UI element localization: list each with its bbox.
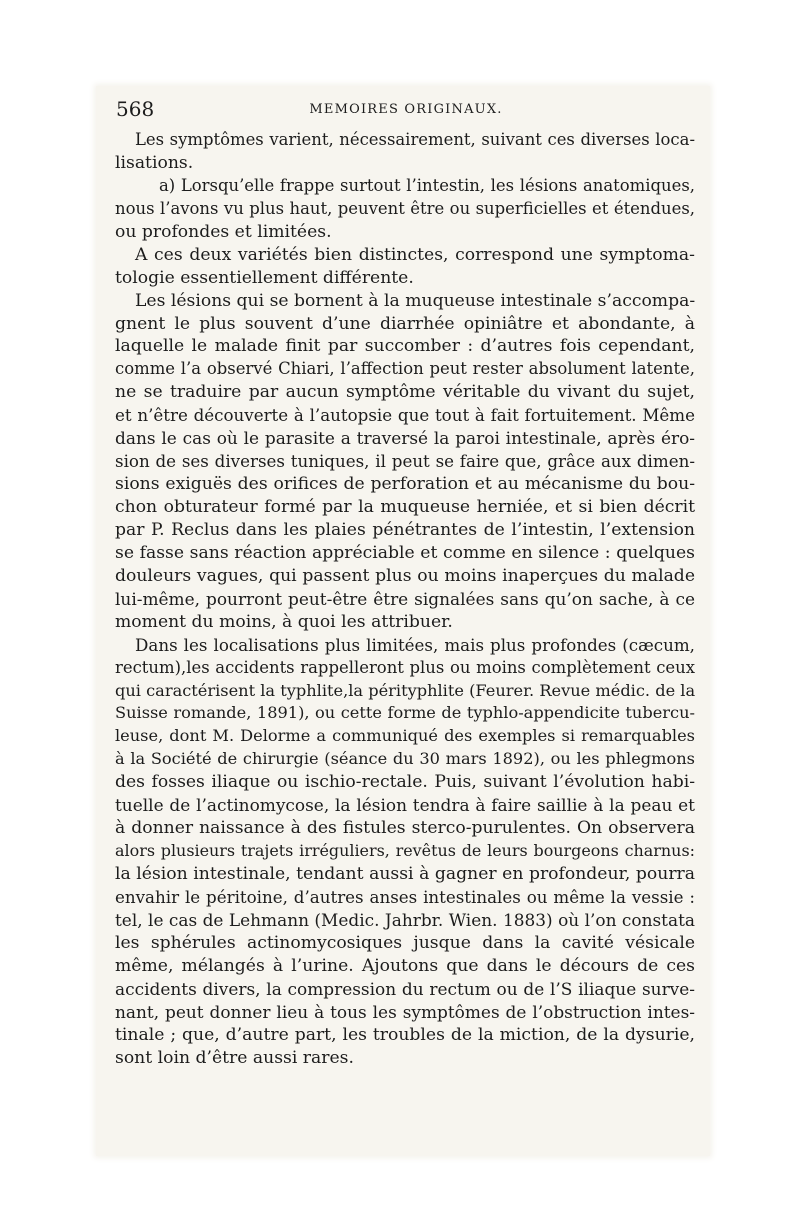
text-line: envahir le péritoine, d’autres anses intestinales ou même la vessie :: [115, 886, 695, 907]
text-line: comme l’a observé Chiari, l’affection peut rester absolument latente,: [115, 359, 695, 379]
text-line: a) Lorsqu’elle frappe surtout l’intestin, les lésions anatomiques,: [159, 175, 695, 195]
text-line: même, mélangés à l’urine. Ajoutons que dans le décours de ces: [115, 955, 695, 976]
text-line: alors plusieurs trajets irréguliers, revêtus de leurs bourgeons charnus:: [115, 841, 695, 861]
text-line: moment du moins, à quoi les attribuer.: [115, 611, 453, 632]
text-line: lisations.: [115, 152, 194, 173]
text-line: ou profondes et limitées.: [115, 221, 332, 242]
text-line: Dans les localisations plus limitées, mais plus profondes (cæcum,: [135, 634, 695, 655]
text-line: gnent le plus souvent d’une diarrhée opiniâtre et abondante, à: [115, 313, 695, 334]
text-line: rectum),les accidents rappelleront plus ou moins complètement ceux: [115, 657, 695, 677]
text-line: Les lésions qui se bornent à la muqueuse intestinale s’accompa-: [135, 290, 696, 311]
text-line: dans le cas où le parasite a traversé la paroi intestinale, après éro-: [115, 428, 695, 449]
text-line: laquelle le malade finit par succomber : d’autres fois cependant,: [115, 336, 695, 357]
text-line: tuelle de l’actinomycose, la lésion tendra à faire saillie à la peau et: [115, 795, 695, 816]
text-line: qui caractérisent la typhlite,la pérityphlite (Feurer. Revue médic. de la: [115, 680, 696, 700]
text-line: Suisse romande, 1891), ou cette forme de typhlo-appendicite tubercu-: [115, 703, 695, 723]
text-line: Les symptômes varient, nécessairement, suivant ces diverses loca-: [135, 130, 695, 149]
page-header: [116, 96, 696, 122]
text-line: sions exiguës des orifices de perforation et au mécanisme du bou-: [115, 474, 695, 495]
text-line: sont loin d’être aussi rares.: [115, 1047, 354, 1068]
text-line: tel, le cas de Lehmann (Medic. Jahrbr. Wien. 1883) où l’on constata: [115, 909, 695, 930]
text-line: chon obturateur formé par la muqueuse herniée, et si bien décrit: [115, 497, 695, 517]
text-line: tinale ; que, d’autre part, les troubles de la miction, de la dysurie,: [115, 1024, 695, 1045]
text-line: des fosses iliaque ou ischio-rectale. Puis, suivant l’évolution habi-: [115, 772, 695, 793]
running-title: MEMOIRES ORIGINAUX.: [309, 102, 503, 117]
text-line: lui-même, pourront peut-être être signalées sans qu’on sache, à ce: [115, 588, 695, 609]
text-line: par P. Reclus dans les plaies pénétrantes de l’intestin, l’extension: [115, 519, 695, 540]
text-line: accidents divers, la compression du rectum ou de l’S iliaque surve-: [115, 978, 695, 999]
text-line: sion de ses diverses tuniques, il peut se faire que, grâce aux dimen-: [115, 451, 695, 472]
text-line: la lésion intestinale, tendant aussi à gagner en profondeur, pourra: [115, 864, 695, 884]
text-line: A ces deux variétés bien distinctes, correspond une symptoma-: [135, 244, 695, 265]
text-line: et n’être découverte à l’autopsie que tout à fait fortuitement. Même: [115, 405, 695, 426]
text-line: nous l’avons vu plus haut, peuvent être ou superficielles et étendues,: [115, 198, 695, 218]
body-text: [115, 129, 695, 1069]
text-line: leuse, dont M. Delorme a communiqué des exemples si remarquables: [115, 726, 695, 746]
text-line: douleurs vagues, qui passent plus ou moins inaperçues du malade: [115, 565, 695, 586]
text-line: nant, peut donner lieu à tous les symptômes de l’obstruction intes-: [115, 1001, 695, 1022]
text-line: tologie essentiellement différente.: [115, 267, 414, 288]
text-line: à la Société de chirurgie (séance du 30 mars 1892), ou les phlegmons: [115, 749, 695, 769]
text-line: se fasse sans réaction appréciable et comme en silence : quelques: [115, 542, 695, 563]
page-number: 568: [116, 97, 155, 121]
text-line: ne se traduire par aucun symptôme véritable du vivant du sujet,: [115, 382, 695, 403]
text-line: à donner naissance à des fistules sterco-purulentes. On observera: [115, 818, 695, 839]
text-line: les sphérules actinomycosiques jusque dans la cavité vésicale: [115, 932, 695, 953]
